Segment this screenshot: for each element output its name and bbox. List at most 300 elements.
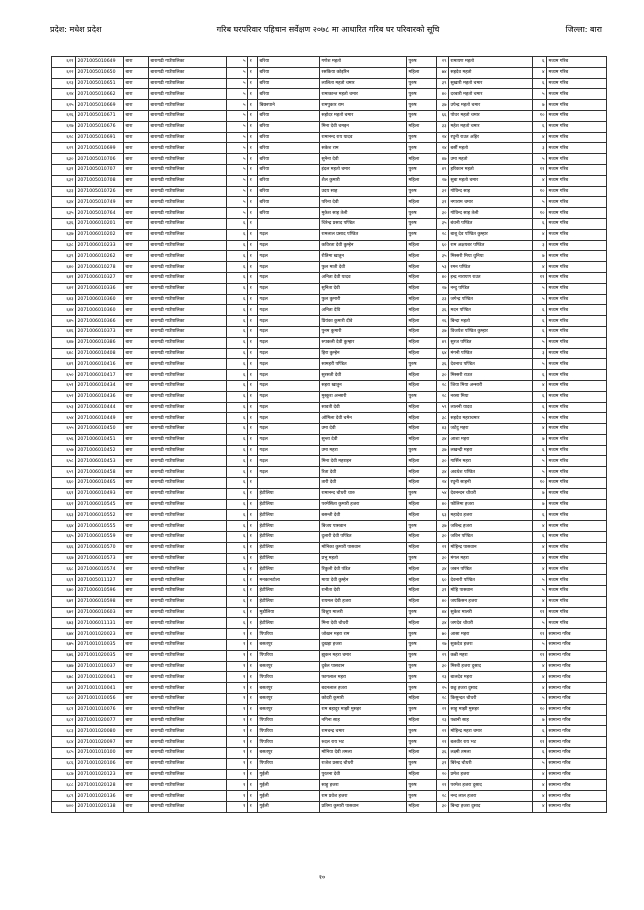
ward-sub-cell: १ bbox=[248, 575, 258, 586]
household-head-cell: फुल कुमारी bbox=[320, 294, 407, 305]
poverty-category-cell: मध्यम गरिब bbox=[547, 499, 607, 510]
ward-sub-cell: १ bbox=[248, 272, 258, 283]
gender-cell: महिला bbox=[407, 262, 437, 273]
ward-sub-cell: १ bbox=[248, 640, 258, 651]
table-row bbox=[52, 272, 607, 283]
district-cell: बारा bbox=[124, 89, 149, 100]
poverty-category-cell: मध्यम गरिब bbox=[547, 272, 607, 283]
gender-cell: महिला bbox=[407, 251, 437, 262]
district-cell: बारा bbox=[124, 704, 149, 715]
ward-cell: ६ bbox=[227, 456, 248, 467]
gender-cell: महिला bbox=[407, 596, 437, 607]
gender-cell: पुरुष bbox=[407, 521, 437, 532]
member-count-cell: ६ bbox=[533, 445, 547, 456]
member-count-cell: ११ bbox=[533, 272, 547, 283]
district-cell: बारा bbox=[124, 445, 149, 456]
table-row bbox=[52, 769, 607, 780]
gender-cell: पुरुष bbox=[407, 629, 437, 640]
member-count-cell: ४ bbox=[533, 67, 547, 78]
relation-name-cell: दरबारी महतो चमार bbox=[449, 89, 533, 100]
gender-cell: महिला bbox=[407, 467, 437, 478]
ward-cell: ५ bbox=[227, 154, 248, 165]
municipality-cell: बारागढी गाउँपालिका bbox=[149, 413, 227, 424]
tole-cell: बसतपुर bbox=[258, 704, 320, 715]
relation-name-cell: नगाराम चमार bbox=[449, 197, 533, 208]
household-head-cell: नगिना साह bbox=[320, 715, 407, 726]
municipality-cell: बारागढी गाउँपालिका bbox=[149, 218, 227, 229]
relation-name-cell: रामायण महतो bbox=[449, 57, 533, 68]
member-count-cell: ४ bbox=[533, 672, 547, 683]
household-head-cell: सहरा खातुन bbox=[320, 380, 407, 391]
district-cell: बारा bbox=[124, 229, 149, 240]
member-count-cell: ६ bbox=[533, 78, 547, 89]
table-row bbox=[52, 110, 607, 121]
household-id-cell: 2071006010452 bbox=[76, 445, 124, 456]
gender-cell: महिला bbox=[407, 380, 437, 391]
ward-cell: १ bbox=[227, 758, 248, 769]
poverty-category-cell: मध्यम गरिब bbox=[547, 154, 607, 165]
serial-number-cell: ६७६ bbox=[52, 650, 76, 661]
table-row bbox=[52, 791, 607, 802]
serial-number-cell: ६८४ bbox=[52, 737, 76, 748]
age-cell: ४९ bbox=[437, 164, 449, 175]
serial-number-cell: ६५९ bbox=[52, 467, 76, 478]
relation-name-cell: देवनाथ पण्डित bbox=[449, 359, 533, 370]
table-row bbox=[52, 424, 607, 435]
gender-cell: पुरुष bbox=[407, 758, 437, 769]
table-row bbox=[52, 694, 607, 705]
household-head-cell: राम बहादुर माझी मुसहर bbox=[320, 704, 407, 715]
ward-sub-cell: १ bbox=[248, 737, 258, 748]
ward-sub-cell: १ bbox=[248, 661, 258, 672]
district-cell: बारा bbox=[124, 413, 149, 424]
ward-sub-cell: १ bbox=[248, 262, 258, 273]
table-row bbox=[52, 726, 607, 737]
household-head-cell: रामानन्द चौधरी थारु bbox=[320, 488, 407, 499]
relation-name-cell: जगेन्द्र पण्डित bbox=[449, 294, 533, 305]
district-cell: बारा bbox=[124, 661, 149, 672]
serial-number-cell: ६४३ bbox=[52, 294, 76, 305]
household-id-cell: 2071005010699 bbox=[76, 143, 124, 154]
poverty-category-cell: मध्यम गरिब bbox=[547, 175, 607, 186]
municipality-cell: बारागढी गाउँपालिका bbox=[149, 478, 227, 489]
serial-number-cell: ६६१ bbox=[52, 488, 76, 499]
poverty-category-cell: मध्यम गरिब bbox=[547, 337, 607, 348]
gender-cell: महिला bbox=[407, 121, 437, 132]
member-count-cell: ११ bbox=[533, 607, 547, 618]
ward-cell: ५ bbox=[227, 67, 248, 78]
household-id-cell: 2071001020138 bbox=[76, 801, 124, 812]
household-head-cell: राम प्रवेश हजरा bbox=[320, 791, 407, 802]
municipality-cell: बारागढी गाउँपालिका bbox=[149, 89, 227, 100]
serial-number-cell: ६३९ bbox=[52, 251, 76, 262]
municipality-cell: बारागढी गाउँपालिका bbox=[149, 434, 227, 445]
ward-sub-cell: १ bbox=[248, 218, 258, 229]
relation-name-cell: जयकिसन हजरा bbox=[449, 596, 533, 607]
tole-cell: गढ़ल bbox=[258, 434, 320, 445]
municipality-cell: बारागढी गाउँपालिका bbox=[149, 132, 227, 143]
relation-name-cell: बिन्दा हजरा दुसाद bbox=[449, 801, 533, 812]
serial-number-cell: ६६५ bbox=[52, 532, 76, 543]
serial-number-cell: ६७४ bbox=[52, 629, 76, 640]
table-row bbox=[52, 607, 607, 618]
relation-name-cell: विजयेश पण्डित कुम्हार bbox=[449, 326, 533, 337]
ward-sub-cell: १ bbox=[248, 758, 258, 769]
gender-cell: महिला bbox=[407, 283, 437, 294]
member-count-cell: ५ bbox=[533, 640, 547, 651]
province-label: प्रदेश: मधेश प्रदेश bbox=[50, 25, 102, 34]
gender-cell: पुरुष bbox=[407, 780, 437, 791]
age-cell: ३३ bbox=[437, 294, 449, 305]
member-count-cell: ५ bbox=[533, 575, 547, 586]
age-cell: ३४ bbox=[437, 434, 449, 445]
relation-name-cell: नन्दु पण्डित bbox=[449, 283, 533, 294]
table-row bbox=[52, 175, 607, 186]
household-head-cell: सुनैना देवी bbox=[320, 154, 407, 165]
household-id-cell: 2071005010691 bbox=[76, 132, 124, 143]
member-count-cell: ४ bbox=[533, 683, 547, 694]
tole-cell: पिपरिया bbox=[258, 737, 320, 748]
relation-name-cell: महेश महतो चमार bbox=[449, 121, 533, 132]
household-id-cell: 2071005010662 bbox=[76, 89, 124, 100]
poverty-category-cell: मध्यम गरिब bbox=[547, 348, 607, 359]
gender-cell: महिला bbox=[407, 337, 437, 348]
gender-cell: महिला bbox=[407, 316, 437, 327]
district-cell: बारा bbox=[124, 326, 149, 337]
ward-sub-cell: १ bbox=[248, 186, 258, 197]
household-head-cell: राजेश प्रसाद चौधरी bbox=[320, 758, 407, 769]
ward-sub-cell: १ bbox=[248, 326, 258, 337]
ward-sub-cell: १ bbox=[248, 89, 258, 100]
municipality-cell: बारागढी गाउँपालिका bbox=[149, 650, 227, 661]
tole-cell: बसतपुर bbox=[258, 661, 320, 672]
district-cell: बारा bbox=[124, 586, 149, 597]
household-head-cell: दुलारी देवी पण्डित bbox=[320, 532, 407, 543]
table-row bbox=[52, 780, 607, 791]
serial-number-cell: ६७५ bbox=[52, 640, 76, 651]
age-cell: २७ bbox=[437, 640, 449, 651]
ward-cell: ६ bbox=[227, 326, 248, 337]
tole-cell: गढ़ल bbox=[258, 316, 320, 327]
household-id-cell: 2071006010574 bbox=[76, 564, 124, 575]
tole-cell: गढ़ल bbox=[258, 424, 320, 435]
ward-cell: ६ bbox=[227, 283, 248, 294]
district-cell: बारा bbox=[124, 467, 149, 478]
municipality-cell: बारागढी गाउँपालिका bbox=[149, 251, 227, 262]
member-count-cell: १० bbox=[533, 478, 547, 489]
age-cell: ३० bbox=[437, 801, 449, 812]
tole-cell: बरिया bbox=[258, 186, 320, 197]
gender-cell: महिला bbox=[407, 67, 437, 78]
poverty-category-cell: सामान्य गरिब bbox=[547, 661, 607, 672]
household-id-cell: 2071006010598 bbox=[76, 596, 124, 607]
gender-cell: पुरुष bbox=[407, 391, 437, 402]
serial-number-cell: ६६२ bbox=[52, 499, 76, 510]
table-row bbox=[52, 143, 607, 154]
district-cell: बारा bbox=[124, 100, 149, 111]
district-cell: बारा bbox=[124, 456, 149, 467]
age-cell: २० bbox=[437, 769, 449, 780]
relation-name-cell: मिस्सरी राउत bbox=[449, 370, 533, 381]
age-cell: ३७ bbox=[437, 326, 449, 337]
district-cell: बारा bbox=[124, 370, 149, 381]
tole-cell: हेटौलिया bbox=[258, 510, 320, 521]
table-row bbox=[52, 650, 607, 661]
ward-cell: ५ bbox=[227, 164, 248, 175]
household-id-cell: 2071006010559 bbox=[76, 532, 124, 543]
poverty-category-cell: मध्यम गरिब bbox=[547, 445, 607, 456]
household-head-cell: कविरता देवी कुम्हेन bbox=[320, 240, 407, 251]
household-id-cell: 2071005010676 bbox=[76, 121, 124, 132]
municipality-cell: बारागढी गाउँपालिका bbox=[149, 337, 227, 348]
household-head-cell: रामचन्द्र चमार bbox=[320, 726, 407, 737]
tole-cell: पिपरिया bbox=[258, 672, 320, 683]
ward-sub-cell: १ bbox=[248, 67, 258, 78]
poverty-category-cell: मध्यम गरिब bbox=[547, 294, 607, 305]
poverty-category-cell: मध्यम गरिब bbox=[547, 283, 607, 294]
district-cell: बारा bbox=[124, 78, 149, 89]
gender-cell: पुरुष bbox=[407, 650, 437, 661]
household-id-cell: 2071006010552 bbox=[76, 510, 124, 521]
tole-cell: हेटौलिया bbox=[258, 564, 320, 575]
serial-number-cell: ६३० bbox=[52, 154, 76, 165]
household-id-cell: 2071005010651 bbox=[76, 78, 124, 89]
relation-name-cell: जबन पण्डित bbox=[449, 564, 533, 575]
age-cell: ३२ bbox=[437, 186, 449, 197]
municipality-cell: बारागढी गाउँपालिका bbox=[149, 661, 227, 672]
poverty-category-cell: मध्यम गरिब bbox=[547, 434, 607, 445]
age-cell: ३१ bbox=[437, 758, 449, 769]
age-cell: २९ bbox=[437, 650, 449, 661]
gender-cell: महिला bbox=[407, 542, 437, 553]
serial-number-cell: ६८६ bbox=[52, 758, 76, 769]
ward-cell: १ bbox=[227, 661, 248, 672]
tole-cell: बरिया bbox=[258, 175, 320, 186]
serial-number-cell: ६३६ bbox=[52, 218, 76, 229]
municipality-cell: बारागढी गाउँपालिका bbox=[149, 229, 227, 240]
tole-cell: गढ़ल bbox=[258, 359, 320, 370]
table-row bbox=[52, 240, 607, 251]
ward-cell: १ bbox=[227, 694, 248, 705]
ward-sub-cell: १ bbox=[248, 488, 258, 499]
member-count-cell: ११ bbox=[533, 629, 547, 640]
poverty-category-cell: मध्यम गरिब bbox=[547, 143, 607, 154]
household-head-cell: गणेश महतो bbox=[320, 57, 407, 68]
serial-number-cell: ६४७ bbox=[52, 337, 76, 348]
ward-cell: १ bbox=[227, 715, 248, 726]
serial-number-cell: ६४२ bbox=[52, 283, 76, 294]
tole-cell: मुडौलिया bbox=[258, 607, 320, 618]
ward-cell: ६ bbox=[227, 348, 248, 359]
poverty-category-cell: मध्यम गरिब bbox=[547, 262, 607, 273]
age-cell: २८ bbox=[437, 391, 449, 402]
municipality-cell: बारागढी गाउँपालिका bbox=[149, 110, 227, 121]
municipality-cell: बारागढी गाउँपालिका bbox=[149, 456, 227, 467]
tole-cell: गुईली bbox=[258, 801, 320, 812]
tole-cell: बरिया bbox=[258, 67, 320, 78]
district-cell: बारा bbox=[124, 337, 149, 348]
table-row bbox=[52, 715, 607, 726]
household-id-cell: 2071001010037 bbox=[76, 661, 124, 672]
table-row bbox=[52, 586, 607, 597]
serial-number-cell: ६२९ bbox=[52, 143, 76, 154]
table-row bbox=[52, 316, 607, 327]
tole-cell: बरिया bbox=[258, 143, 320, 154]
ward-cell: ६ bbox=[227, 316, 248, 327]
age-cell: ७४ bbox=[437, 67, 449, 78]
table-row bbox=[52, 218, 607, 229]
ward-sub-cell: १ bbox=[248, 434, 258, 445]
gender-cell: महिला bbox=[407, 532, 437, 543]
ward-sub-cell: १ bbox=[248, 164, 258, 175]
district-cell: बारा bbox=[124, 218, 149, 229]
household-id-cell: 2071001010076 bbox=[76, 704, 124, 715]
ward-sub-cell: १ bbox=[248, 521, 258, 532]
tole-cell: गुईली bbox=[258, 769, 320, 780]
serial-number-cell: ६६८ bbox=[52, 564, 76, 575]
ward-cell: १ bbox=[227, 801, 248, 812]
serial-number-cell: ६८७ bbox=[52, 769, 76, 780]
poverty-category-cell: मध्यम गरिब bbox=[547, 326, 607, 337]
household-id-cell: 2071001020106 bbox=[76, 758, 124, 769]
serial-number-cell: ६५२ bbox=[52, 391, 76, 402]
district-cell: बारा bbox=[124, 715, 149, 726]
table-row bbox=[52, 67, 607, 78]
age-cell: २३ bbox=[437, 715, 449, 726]
member-count-cell: ५ bbox=[533, 586, 547, 597]
gender-cell: पुरुष bbox=[407, 737, 437, 748]
municipality-cell: बारागढी गाउँपालिका bbox=[149, 154, 227, 165]
tole-cell: हेटौलिया bbox=[258, 542, 320, 553]
household-id-cell: 2071006010408 bbox=[76, 348, 124, 359]
gender-cell: पुरुष bbox=[407, 683, 437, 694]
household-head-cell: मोनिया देवी तमला bbox=[320, 748, 407, 759]
district-cell: बारा bbox=[124, 521, 149, 532]
district-cell: बारा bbox=[124, 596, 149, 607]
member-count-cell: ५ bbox=[533, 413, 547, 424]
age-cell: ३६ bbox=[437, 305, 449, 316]
municipality-cell: बारागढी गाउँपालिका bbox=[149, 748, 227, 759]
municipality-cell: बारागढी गाउँपालिका bbox=[149, 197, 227, 208]
tole-cell: गढ़ल bbox=[258, 467, 320, 478]
poverty-category-cell: मध्यम गरिब bbox=[547, 67, 607, 78]
table-row bbox=[52, 337, 607, 348]
relation-name-cell: मोहिन्द्र पासवान bbox=[449, 542, 533, 553]
member-count-cell: ६ bbox=[533, 305, 547, 316]
tole-cell: बरिया bbox=[258, 132, 320, 143]
tole-cell: गढ़ल bbox=[258, 456, 320, 467]
ward-sub-cell: १ bbox=[248, 143, 258, 154]
table-row bbox=[52, 402, 607, 413]
gender-cell: महिला bbox=[407, 326, 437, 337]
serial-number-cell: ६६० bbox=[52, 478, 76, 489]
serial-number-cell: ६५७ bbox=[52, 445, 76, 456]
gender-cell: महिला bbox=[407, 801, 437, 812]
relation-name-cell: जबिन्द्र हजरा bbox=[449, 521, 533, 532]
ward-cell: १ bbox=[227, 672, 248, 683]
poverty-category-cell: मध्यम गरिब bbox=[547, 359, 607, 370]
municipality-cell: बारागढी गाउँपालिका bbox=[149, 294, 227, 305]
age-cell: ४४ bbox=[437, 607, 449, 618]
tole-cell: गढ़ल bbox=[258, 283, 320, 294]
relation-name-cell: बाबू देव पण्डित कुम्हार bbox=[449, 229, 533, 240]
serial-number-cell: ६७१ bbox=[52, 596, 76, 607]
table-row bbox=[52, 467, 607, 478]
ward-cell: ६ bbox=[227, 359, 248, 370]
household-id-cell: 2071006010596 bbox=[76, 586, 124, 597]
age-cell: २८ bbox=[437, 791, 449, 802]
relation-name-cell: सुखारी महतो चमार bbox=[449, 78, 533, 89]
ward-cell: ६ bbox=[227, 553, 248, 564]
ward-sub-cell: १ bbox=[248, 715, 258, 726]
district-cell: बारा bbox=[124, 380, 149, 391]
member-count-cell: ६ bbox=[533, 326, 547, 337]
poverty-category-cell: मध्यम गरिब bbox=[547, 467, 607, 478]
household-id-cell: 2071006010201 bbox=[76, 218, 124, 229]
ward-cell: १ bbox=[227, 737, 248, 748]
tole-cell: गढ़ल bbox=[258, 272, 320, 283]
age-cell: २४ bbox=[437, 478, 449, 489]
ward-sub-cell: १ bbox=[248, 586, 258, 597]
household-head-cell: तारी देवी bbox=[320, 478, 407, 489]
district-cell: बारा bbox=[124, 542, 149, 553]
relation-name-cell: बर्सी महतो bbox=[449, 143, 533, 154]
ward-cell: ५ bbox=[227, 78, 248, 89]
household-id-cell: 2071006010449 bbox=[76, 413, 124, 424]
district-cell: बारा bbox=[124, 478, 149, 489]
ward-sub-cell: १ bbox=[248, 607, 258, 618]
serial-number-cell: ६४१ bbox=[52, 272, 76, 283]
serial-number-cell: ६७० bbox=[52, 586, 76, 597]
age-cell: ६४ bbox=[437, 348, 449, 359]
table-row bbox=[52, 748, 607, 759]
district-cell: बारा bbox=[124, 575, 149, 586]
household-head-cell: रिंकुली देवी पंडित bbox=[320, 564, 407, 575]
member-count-cell: ७ bbox=[533, 499, 547, 510]
ward-cell: १ bbox=[227, 704, 248, 715]
ward-sub-cell: १ bbox=[248, 251, 258, 262]
member-count-cell: ३ bbox=[533, 240, 547, 251]
municipality-cell: बारागढी गाउँपालिका bbox=[149, 801, 227, 812]
household-id-cell: 2071005010669 bbox=[76, 100, 124, 111]
serial-number-cell: ६८० bbox=[52, 694, 76, 705]
municipality-cell: बारागढी गाउँपालिका bbox=[149, 586, 227, 597]
table-row bbox=[52, 629, 607, 640]
household-head-cell: मिना देवी चमइन bbox=[320, 121, 407, 132]
household-id-cell: 2071006010434 bbox=[76, 380, 124, 391]
ward-cell: ५ bbox=[227, 186, 248, 197]
member-count-cell: ४ bbox=[533, 801, 547, 812]
municipality-cell: बारागढी गाउँपालिका bbox=[149, 100, 227, 111]
age-cell: ४० bbox=[437, 499, 449, 510]
municipality-cell: बारागढी गाउँपालिका bbox=[149, 208, 227, 219]
relation-name-cell: आशा महरा bbox=[449, 434, 533, 445]
tole-cell: हेटौलिया bbox=[258, 499, 320, 510]
age-cell: २८ bbox=[437, 229, 449, 240]
table-row bbox=[52, 78, 607, 89]
tole-cell: बसतपुर bbox=[258, 694, 320, 705]
district-cell: बारा bbox=[124, 650, 149, 661]
member-count-cell: ४ bbox=[533, 132, 547, 143]
tole-cell: बरिया bbox=[258, 121, 320, 132]
ward-sub-cell: १ bbox=[248, 316, 258, 327]
tole-cell: बिछरपाने bbox=[258, 100, 320, 111]
gender-cell: पुरुष bbox=[407, 553, 437, 564]
ward-cell: ६ bbox=[227, 272, 248, 283]
poverty-category-cell: मध्यम गरिब bbox=[547, 488, 607, 499]
household-head-cell: मुकेश साह तेली bbox=[320, 208, 407, 219]
table-row bbox=[52, 683, 607, 694]
